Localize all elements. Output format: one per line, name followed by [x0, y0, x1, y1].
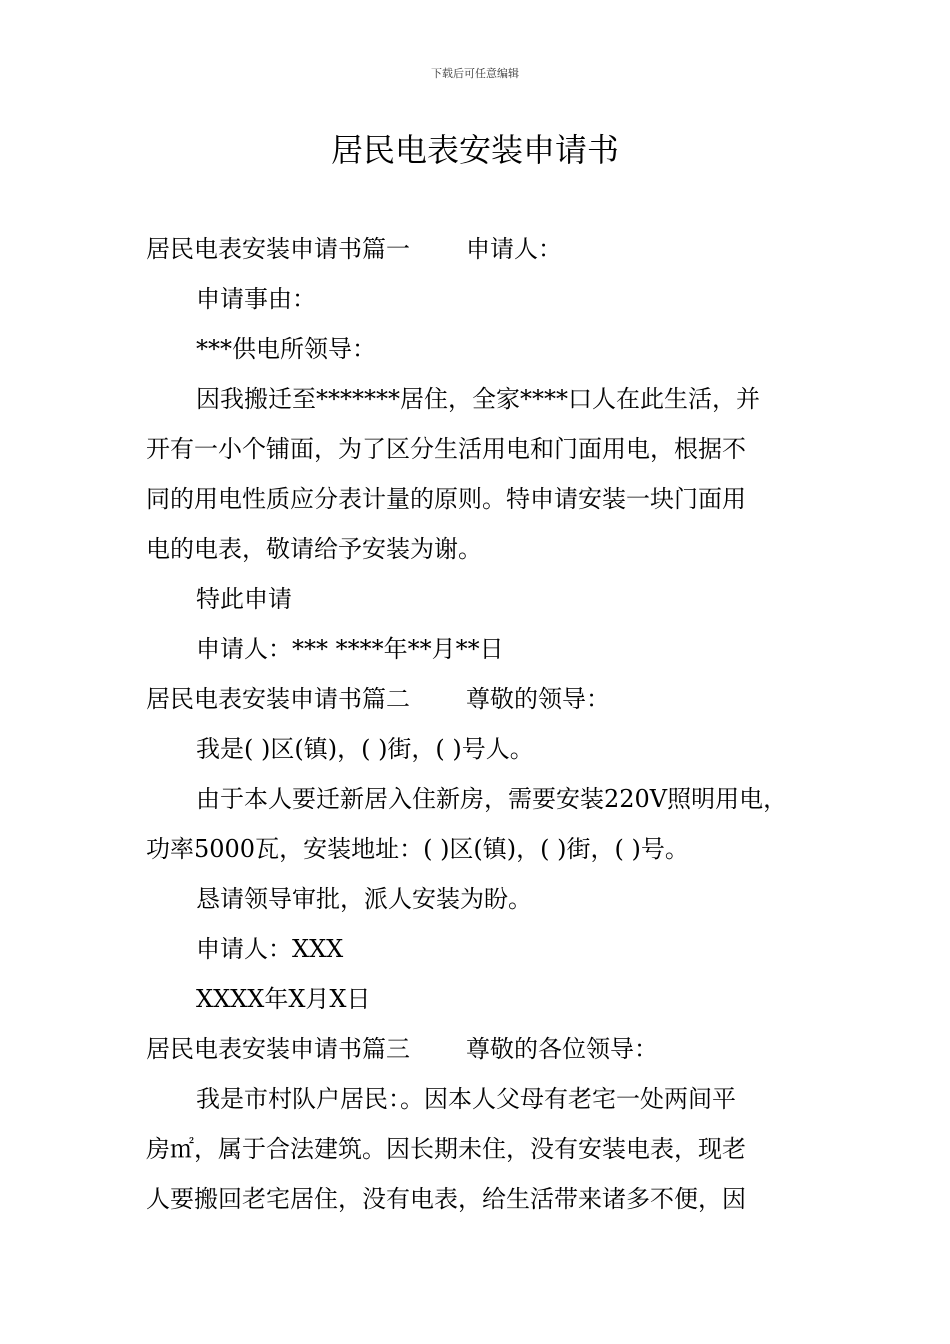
paragraph-line: 因我搬迁至*******居住，全家****口人在此生活，并 [196, 385, 760, 413]
section-salutation: 申请人： [466, 235, 562, 263]
paragraph-line: 人要搬回老宅居住，没有电表，给生活带来诸多不便，因 [146, 1185, 746, 1213]
section-heading-3 [146, 1024, 836, 1074]
header-note: 下载后可任意编辑 [431, 67, 519, 80]
section-salutation: 尊敬的领导： [466, 685, 610, 713]
paragraph-line: 恳请领导审批，派人安装为盼。 [196, 885, 532, 913]
paragraph-line: 特此申请 [196, 585, 292, 613]
paragraph-line: 申请事由： [196, 285, 316, 313]
paragraph-line: 同的用电性质应分表计量的原则。特申请安装一块门面用 [146, 485, 746, 513]
paragraph-line: 我是( )区(镇)，( )街，( )号人。 [196, 735, 534, 763]
document-title: 居民电表安装申请书 [330, 131, 619, 169]
paragraph-line: 由于本人要迁新居入住新房，需要安装220V照明用电， [196, 785, 788, 813]
document-body [146, 224, 836, 1224]
section-title: 居民电表安装申请书篇三 [146, 1035, 410, 1063]
signature-line: 申请人：XXX [196, 935, 344, 963]
section-salutation: 尊敬的各位领导： [466, 1035, 658, 1063]
paragraph-line: 开有一小个铺面，为了区分生活用电和门面用电，根据不 [146, 435, 746, 463]
date-line: XXXX年X月X日 [196, 985, 371, 1013]
section-title: 居民电表安装申请书篇一 [146, 235, 410, 263]
paragraph-line: 功率5000瓦，安装地址：( )区(镇)，( )街，( )号。 [146, 835, 689, 863]
section-heading-2 [146, 674, 836, 724]
paragraph-line: 房㎡，属于合法建筑。因长期未住，没有安装电表，现老 [146, 1135, 746, 1163]
paragraph-line: 我是市村队户居民：。因本人父母有老宅一处两间平 [196, 1085, 736, 1113]
paragraph-line: 电的电表，敬请给予安装为谢。 [146, 535, 482, 563]
paragraph-line: ***供电所领导： [196, 335, 376, 363]
signature-line: 申请人：*** ****年**月**日 [196, 635, 504, 663]
section-heading-1 [146, 224, 836, 274]
section-title: 居民电表安装申请书篇二 [146, 685, 410, 713]
